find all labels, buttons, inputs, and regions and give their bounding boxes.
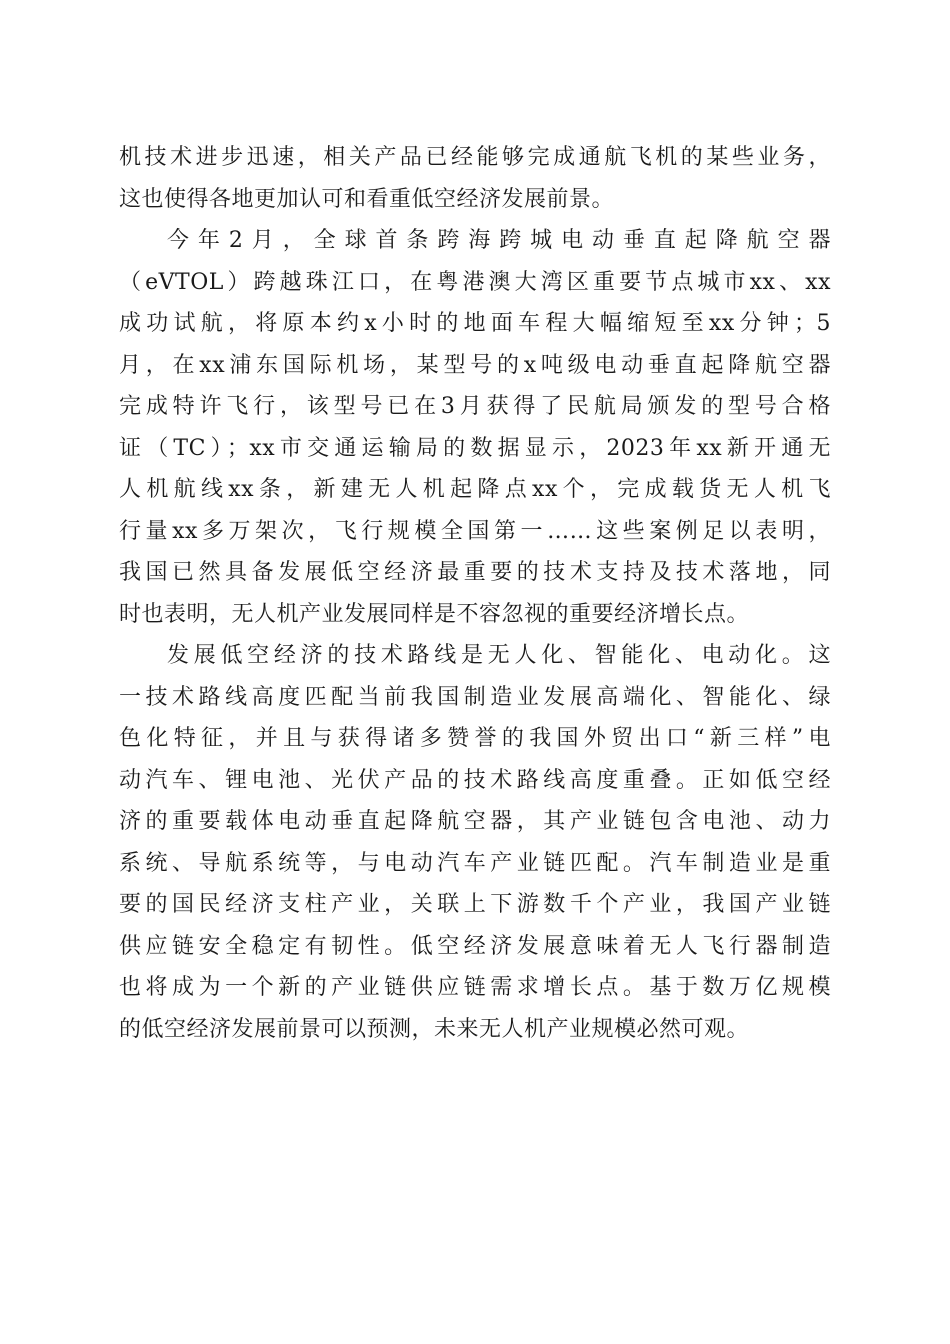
text-line: 这也使得各地更加认可和看重低空经济发展前景。 [119, 186, 615, 212]
paragraph-continuation [119, 137, 831, 220]
paragraph-evtol-cases [119, 220, 831, 635]
text-line: 今年2月，全球首条跨海跨城电动垂直起降航空器 [167, 228, 831, 253]
text-line: 人机航线xx条，新建无人机起降点xx个，完成载货无人机飞 [119, 477, 831, 502]
text-line: 动汽车、锂电池、光伏产品的技术路线高度重叠。正如低空经 [119, 767, 831, 793]
document-body [119, 137, 831, 1050]
text-line: 我国已然具备发展低空经济最重要的技术支持及技术落地，同 [119, 560, 831, 585]
text-line: （eVTOL）跨越珠江口，在粤港澳大湾区重要节点城市xx、xx [119, 269, 831, 295]
text-line: 完成特许飞行，该型号已在3月获得了民航局颁发的型号合格 [119, 394, 831, 419]
text-line: 行量xx多万架次，飞行规模全国第一……这些案例足以表明， [119, 518, 831, 544]
text-line: 成功试航，将原本约x小时的地面车程大幅缩短至xx分钟；5 [119, 311, 831, 336]
text-line: 证（TC）；xx市交通运输局的数据显示，2023年xx新开通无 [119, 435, 831, 461]
text-line: 要的国民经济支柱产业，关联上下游数千个产业，我国产业链 [119, 892, 831, 917]
text-line: 济的重要载体电动垂直起降航空器，其产业链包含电池、动力 [119, 809, 831, 834]
text-line: 系统、导航系统等，与电动汽车产业链匹配。汽车制造业是重 [119, 850, 831, 876]
text-line: 也将成为一个新的产业链供应链需求增长点。基于数万亿规模 [119, 975, 831, 1000]
text-line: 的低空经济发展前景可以预测，未来无人机产业规模必然可观。 [119, 1016, 750, 1042]
paragraph-technology-route [119, 635, 831, 1050]
text-line: 时也表明，无人机产业发展同样是不容忽视的重要经济增长点。 [119, 601, 750, 627]
text-line: 色化特征，并且与获得诸多赞誉的我国外贸出口“新三样”电 [119, 726, 831, 751]
text-line: 机技术进步迅速，相关产品已经能够完成通航飞机的某些业务， [119, 145, 831, 170]
text-line: 供应链安全稳定有韧性。低空经济发展意味着无人飞行器制造 [119, 933, 831, 959]
text-line: 月，在xx浦东国际机场，某型号的x吨级电动垂直起降航空器 [119, 352, 831, 378]
text-line: 发展低空经济的技术路线是无人化、智能化、电动化。这 [167, 643, 831, 668]
text-line: 一技术路线高度匹配当前我国制造业发展高端化、智能化、绿 [119, 684, 831, 710]
